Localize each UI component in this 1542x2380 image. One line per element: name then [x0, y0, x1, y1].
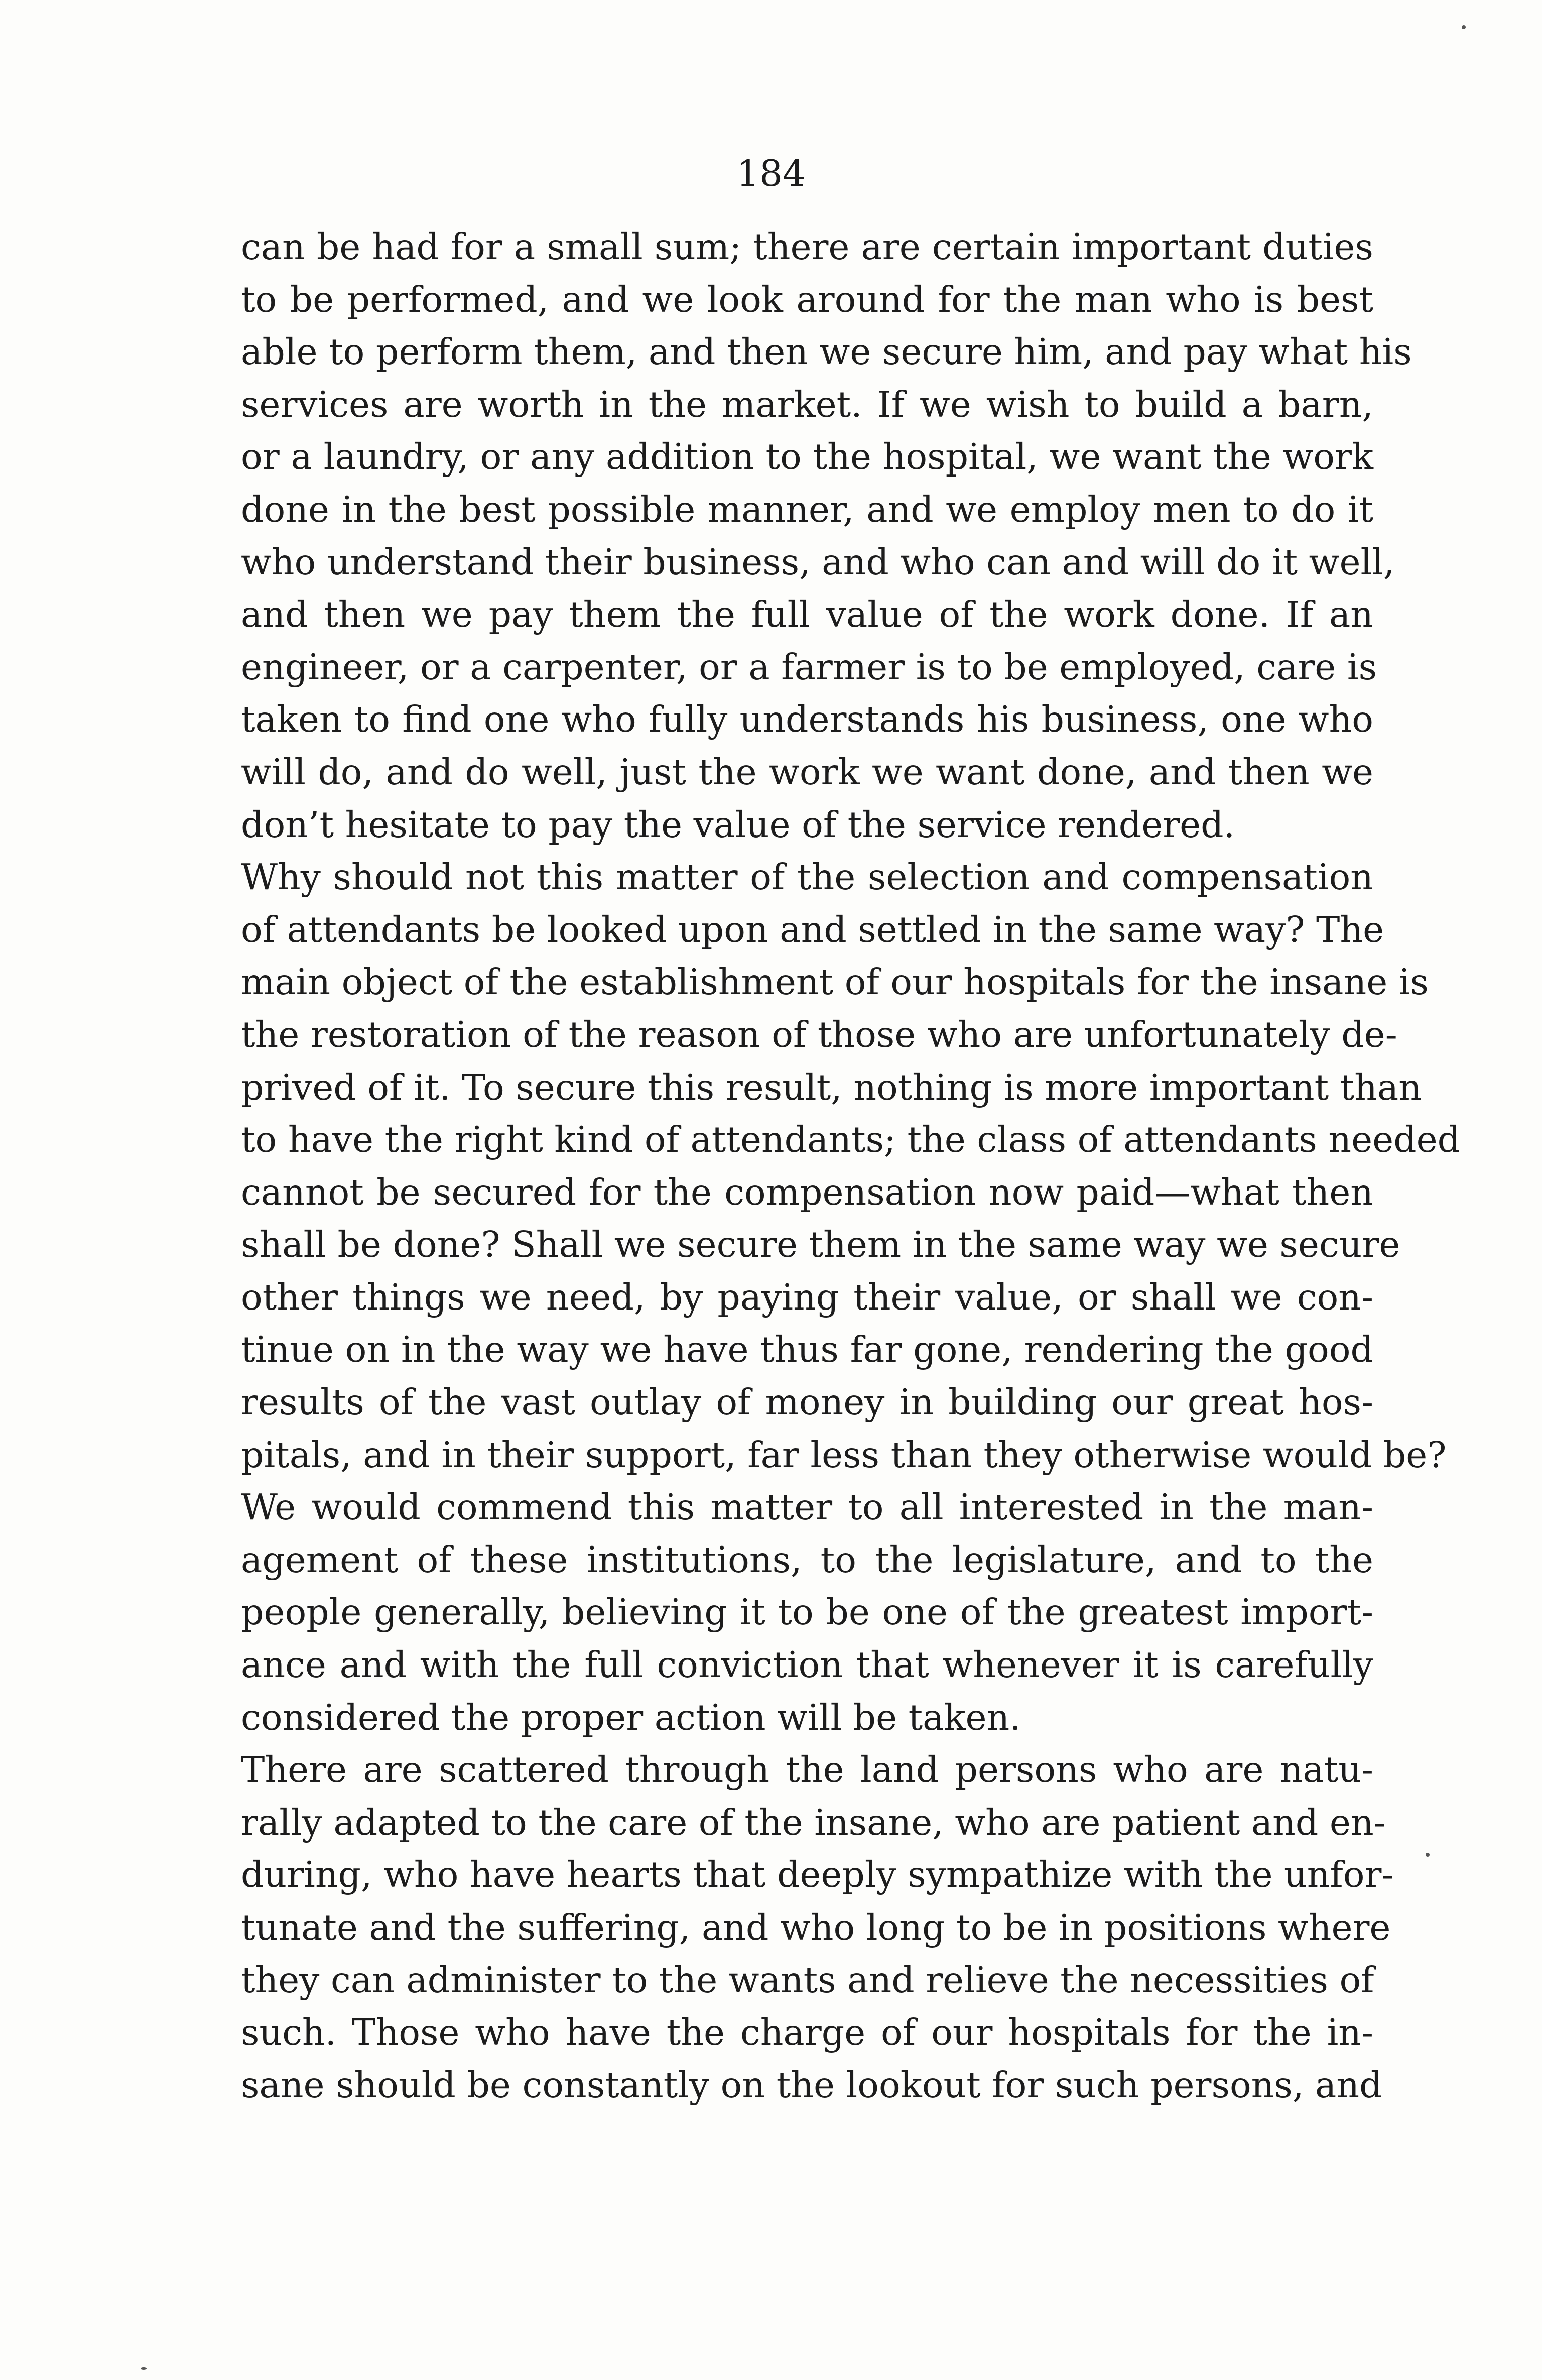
text-line: people generally, believing it to be one of the greatest import- — [241, 1591, 1373, 1633]
text-line: shall be done? Shall we secure them in the same way we secure — [241, 1224, 1400, 1266]
text-line: agement of these institutions, to the legislature, and to the — [241, 1538, 1373, 1581]
text-line: pitals, and in their support, far less than they otherwise would be? — [241, 1434, 1447, 1476]
text-line: they can administer to the wants and relieve the necessities of — [241, 1959, 1374, 2001]
text-line: sane should be constantly on the lookout for such persons, and — [241, 2064, 1382, 2106]
text-line: There are scattered through the land persons who are natu- — [241, 1749, 1373, 1791]
text-line: other things we need, by paying their value, or shall we con- — [241, 1276, 1373, 1318]
text-line: main object of the establishment of our hospitals for the insane is — [241, 961, 1429, 1003]
text-line: rally adapted to the care of the insane, who are patient and en- — [241, 1801, 1386, 1843]
paper-speck — [141, 2367, 147, 2370]
text-line: tunate and the suffering, and who long to be in positions where — [241, 1907, 1391, 1948]
text-line: will do, and do well, just the work we want done, and then we — [241, 751, 1373, 793]
text-line: or a laundry, or any addition to the hospital, we want the work — [241, 436, 1373, 478]
text-line: engineer, or a carpenter, or a farmer is to be employed, care is — [241, 646, 1377, 688]
text-line: cannot be secured for the compensation now paid—what then — [241, 1171, 1373, 1213]
text-line: Why should not this matter of the selection and compensation — [241, 856, 1373, 898]
text-line: and then we pay them the full value of the work done. If an — [241, 593, 1373, 636]
text-line: of attendants be looked upon and settled in the same way? The — [241, 908, 1384, 950]
text-line: who understand their business, and who can and will do it well, — [241, 541, 1395, 583]
text-line: We would commend this matter to all interested in the man- — [241, 1486, 1373, 1528]
text-line: during, who have hearts that deeply sympathize with the unfor- — [241, 1854, 1394, 1896]
text-line: results of the vast outlay of money in building our great hos- — [241, 1381, 1373, 1423]
text-line: prived of it. To secure this result, nothing is more important than — [241, 1066, 1422, 1108]
paper-speck — [1462, 25, 1466, 29]
body-text — [241, 221, 1461, 2111]
text-line: to have the right kind of attendants; the class of attendants needed — [241, 1119, 1461, 1161]
paper-speck — [1426, 1853, 1430, 1857]
text-line: able to perform them, and then we secure him, and pay what his — [241, 331, 1412, 373]
text-line: ance and with the full conviction that whenever it is carefully — [241, 1644, 1373, 1686]
text-line: to be performed, and we look around for the man who is best — [241, 278, 1373, 320]
text-line: considered the proper action will be taken. — [241, 1696, 1021, 1738]
text-line: the restoration of the reason of those who are unfortunately de- — [241, 1013, 1397, 1055]
text-line: such. Those who have the charge of our hospitals for the in- — [241, 2011, 1373, 2054]
page-number: 184 — [736, 152, 806, 194]
text-line: can be had for a small sum; there are certain important duties — [241, 226, 1373, 268]
text-line: done in the best possible manner, and we employ men to do it — [241, 488, 1373, 530]
text-line: tinue on in the way we have thus far gone, rendering the good — [241, 1329, 1373, 1371]
text-line: taken to find one who fully understands his business, one who — [241, 698, 1373, 741]
text-line: don’t hesitate to pay the value of the service rendered. — [241, 803, 1235, 846]
text-line: services are worth in the market. If we wish to build a barn, — [241, 383, 1373, 425]
